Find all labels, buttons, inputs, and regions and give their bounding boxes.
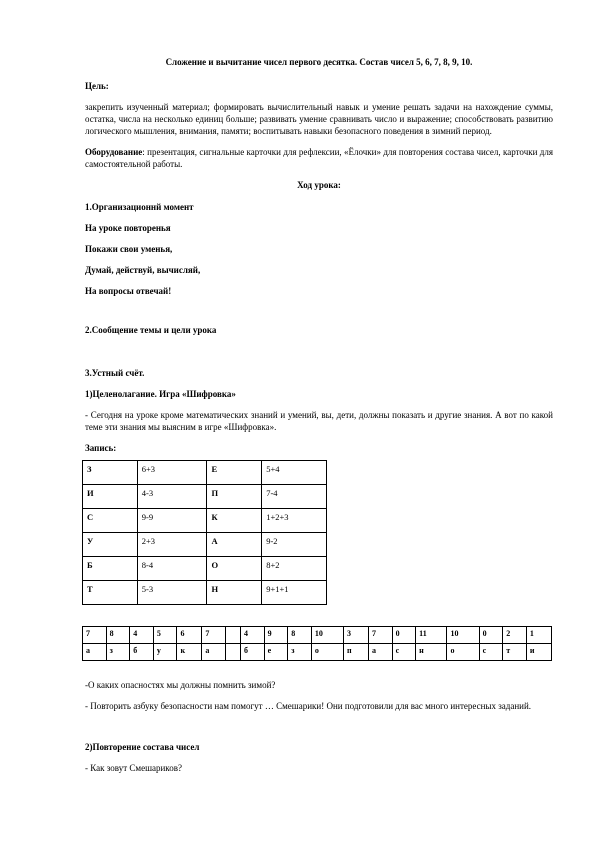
goal-text: закрепить изученный материал; формировать вычислительный навык и умение решать задачи на нахождение суммы, остатка, числа на несколько единиц больше; развивать умение сравнивать число и выражение; способствовать развитию логического мышления, внимания, памяти; воспитывать навыки безопасного поведения в зимний период.: [85, 102, 553, 136]
code-number-cell: 7: [83, 627, 107, 644]
subsection-1-heading: 1)Целенолагание. Игра «Шифровка»: [85, 389, 236, 399]
code-number-cell: 3: [344, 627, 369, 644]
code-letter-cell: о: [447, 644, 479, 661]
question-2: - Повторить азбуку безопасности нам помогут … Смешарики! Они подготовили для вас много интересных заданий.: [85, 701, 532, 711]
lesson-heading: Ход урока:: [297, 180, 341, 190]
poem-line-3: Думай, действуй, вычисляй,: [85, 265, 201, 275]
cipher-expression-cell: 9-9: [137, 509, 207, 533]
code-number-cell: 8: [288, 627, 312, 644]
code-letter-cell: а: [368, 644, 392, 661]
cipher-expression-cell: 5+4: [262, 461, 327, 485]
code-number-cell: [225, 627, 240, 644]
goal-label: Цель:: [85, 81, 109, 91]
code-letter-cell: к: [177, 644, 202, 661]
code-number-cell: 0: [479, 627, 503, 644]
subsection-2-heading: 2)Повторение состава чисел: [85, 742, 200, 752]
code-table: [82, 626, 552, 661]
code-letter-cell: з: [106, 644, 130, 661]
code-number-cell: 2: [503, 627, 527, 644]
cipher-row: [83, 581, 327, 605]
code-letter-cell: и: [526, 644, 551, 661]
cipher-letter-cell: Т: [83, 581, 138, 605]
poem-line-2: Покажи свои уменья,: [85, 244, 173, 254]
code-number-cell: 10: [447, 627, 479, 644]
code-letter-cell: н: [416, 644, 447, 661]
equipment-label: Оборудование: [85, 147, 143, 157]
code-number-cell: 7: [202, 627, 226, 644]
code-letter-cell: з: [288, 644, 312, 661]
code-numbers-row: [83, 627, 552, 644]
cipher-expression-cell: 4-3: [137, 485, 207, 509]
code-letter-cell: т: [503, 644, 527, 661]
code-number-cell: 5: [153, 627, 177, 644]
code-letters-row: [83, 644, 552, 661]
cipher-table: [82, 460, 327, 605]
poem-line-4: На вопросы отвечай!: [85, 286, 172, 296]
code-letter-cell: у: [153, 644, 177, 661]
code-letter-cell: о: [311, 644, 343, 661]
code-number-cell: 1: [526, 627, 551, 644]
cipher-letter-cell: У: [83, 533, 138, 557]
question-3: - Как зовут Смешариков?: [85, 763, 182, 773]
cipher-letter-cell: К: [207, 509, 262, 533]
cipher-letter-cell: О: [207, 557, 262, 581]
document-page: [85, 56, 553, 774]
cipher-letter-cell: П: [207, 485, 262, 509]
section-1-heading: 1.Организационнй момент: [85, 202, 194, 212]
cipher-expression-cell: 1+2+3: [262, 509, 327, 533]
cipher-row: [83, 509, 327, 533]
code-number-cell: 0: [392, 627, 416, 644]
poem-line-1: На уроке повторенья: [85, 223, 171, 233]
code-number-cell: 7: [368, 627, 392, 644]
equipment-text: : презентация, сигнальные карточки для рефлексии, «Ёлочки» для повторения состава чисел, карточки для самостоятельной работы.: [85, 147, 553, 169]
code-number-cell: 11: [416, 627, 447, 644]
cipher-row: [83, 533, 327, 557]
code-letter-cell: а: [202, 644, 226, 661]
lesson-title: Сложение и вычитание чисел первого десятка. Состав чисел 5, 6, 7, 8, 9, 10.: [165, 57, 473, 67]
code-letter-cell: п: [344, 644, 369, 661]
code-letter-cell: с: [479, 644, 503, 661]
code-letter-cell: е: [264, 644, 288, 661]
cipher-letter-cell: И: [83, 485, 138, 509]
code-number-cell: 9: [264, 627, 288, 644]
cipher-expression-cell: 8+2: [262, 557, 327, 581]
cipher-letter-cell: С: [83, 509, 138, 533]
cipher-letter-cell: Н: [207, 581, 262, 605]
cipher-expression-cell: 9-2: [262, 533, 327, 557]
section-2-heading: 2.Сообщение темы и цели урока: [85, 325, 217, 335]
cipher-expression-cell: 7-4: [262, 485, 327, 509]
code-letter-cell: б: [130, 644, 154, 661]
section-3-heading: 3.Устный счёт.: [85, 368, 145, 378]
cipher-letter-cell: Е: [207, 461, 262, 485]
code-number-cell: 4: [130, 627, 154, 644]
code-number-cell: 8: [106, 627, 130, 644]
code-number-cell: 4: [241, 627, 265, 644]
cipher-row: [83, 485, 327, 509]
code-letter-cell: с: [392, 644, 416, 661]
cipher-letter-cell: А: [207, 533, 262, 557]
question-1: -О каких опасностях мы должны помнить зимой?: [85, 680, 276, 690]
cipher-expression-cell: 5-3: [137, 581, 207, 605]
cipher-letter-cell: Б: [83, 557, 138, 581]
code-number-cell: 10: [311, 627, 343, 644]
code-letter-cell: б: [241, 644, 265, 661]
cipher-expression-cell: 8-4: [137, 557, 207, 581]
code-number-cell: 6: [177, 627, 202, 644]
subsection-1-text: - Сегодня на уроке кроме математических знаний и умений, вы, дети, должны показать и другие знания. А вот по какой теме эти знания мы выясним в игре «Шифровка».: [85, 410, 553, 432]
cipher-letter-cell: З: [83, 461, 138, 485]
cipher-row: [83, 461, 327, 485]
equipment-paragraph: [85, 146, 553, 170]
cipher-row: [83, 557, 327, 581]
code-letter-cell: а: [83, 644, 107, 661]
cipher-expression-cell: 9+1+1: [262, 581, 327, 605]
cipher-expression-cell: 6+3: [137, 461, 207, 485]
record-label: Запись:: [85, 443, 117, 453]
code-letter-cell: [225, 644, 240, 661]
cipher-expression-cell: 2+3: [137, 533, 207, 557]
